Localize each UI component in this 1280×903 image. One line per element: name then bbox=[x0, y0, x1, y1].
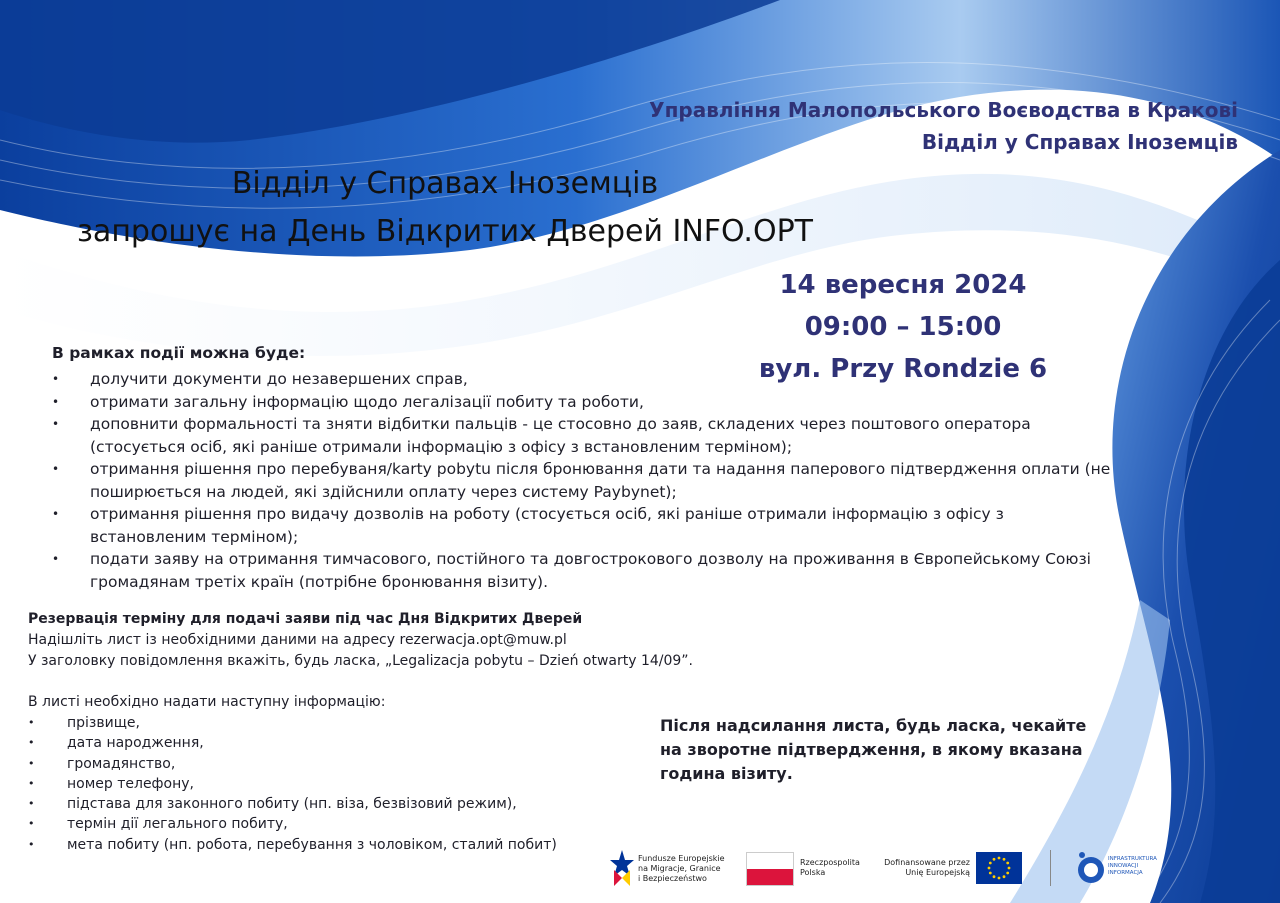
list-item: • номер телефону, bbox=[28, 774, 557, 794]
activities-intro: В рамках події можна буде: bbox=[52, 344, 306, 362]
list-item: • отримати загальну інформацію щодо легалізації побиту та роботи, bbox=[52, 391, 1122, 414]
eu-flag-icon bbox=[976, 852, 1022, 884]
list-item: • дата народження, bbox=[28, 733, 557, 753]
list-item: • долучити документи до незавершених справ, bbox=[52, 368, 1122, 391]
list-item: • мета побиту (нп. робота, перебування з чоловіком, сталий побит) bbox=[28, 835, 557, 855]
title-line1: Відділ у Справах Іноземців bbox=[231, 166, 659, 201]
header-line2: Відділ у Справах Іноземців bbox=[921, 130, 1238, 154]
funds-line2: na Migracje, Granice bbox=[638, 864, 721, 873]
infrastructure-logo-icon bbox=[1076, 850, 1106, 886]
logo-divider bbox=[1050, 850, 1051, 886]
funds-line1: Fundusze Europejskie bbox=[638, 854, 725, 863]
list-item: • громадянство, bbox=[28, 754, 557, 774]
list-item: • прізвище, bbox=[28, 713, 557, 733]
info-intro: В листі необхідно надати наступну інформацію: bbox=[28, 694, 386, 710]
list-item: • термін дії легального побиту, bbox=[28, 814, 557, 834]
rp-line1: Rzeczpospolita bbox=[800, 858, 860, 867]
eu-line1: Dofinansowane przez bbox=[884, 858, 970, 867]
ik-line3: INFORMACJA bbox=[1108, 870, 1143, 876]
reservation-heading: Резервація терміну для подачі заяви під час Дня Відкритих Дверей bbox=[28, 611, 583, 627]
event-time: 09:00 – 15:00 bbox=[804, 312, 1002, 342]
list-item: • підстава для законного побиту (нп. віза, безвізовий режим), bbox=[28, 794, 557, 814]
info-list bbox=[28, 713, 557, 855]
funds-line3: i Bezpieczeństwo bbox=[638, 874, 707, 883]
poland-flag-icon bbox=[746, 852, 794, 886]
ik-line1: INFRASTRUKTURA bbox=[1108, 856, 1157, 862]
list-item: • отримання рішення про видачу дозволів на роботу (стосується осіб, які раніше отримали інформацію з офісу з встановленим терміном); bbox=[52, 503, 1122, 548]
reservation-email-line: Надішліть лист із необхідними даними на адресу rezerwacja.opt@muw.pl bbox=[28, 632, 567, 648]
list-item: • подати заяву на отримання тимчасового, постійного та довгострокового дозволу на проживання в Європейському Союзі громадянам третіх країн (потрібне бронювання візиту). bbox=[52, 548, 1122, 593]
list-item: • отримання рішення про перебуваня/karty pobytu після бронювання дати та надання паперового підтвердження оплати (не поширюється на людей, які здійснили оплату через систему Paybynet); bbox=[52, 458, 1122, 503]
activities-list bbox=[52, 368, 1122, 593]
list-item: • доповнити формальності та зняти відбитки пальців - це стосовно до заяв, складених через поштового оператора (стосується осіб, які раніше отримали інформацію з офісу з встановленим терміном); bbox=[52, 413, 1122, 458]
event-date: 14 вересня 2024 bbox=[779, 270, 1027, 300]
header-line1: Управління Малопольського Воєводства в Кракові bbox=[649, 98, 1238, 122]
rp-line2: Polska bbox=[800, 868, 826, 877]
title-line2: запрошує на День Відкритих Дверей INFO.OPT bbox=[76, 214, 813, 249]
reservation-subject-line: У заголовку повідомлення вкажіть, будь ласка, „Legalizacja pobytu – Dzień otwarty 14/09”. bbox=[28, 653, 694, 669]
after-sending-note: Після надсилання листа, будь ласка, чекайте на зворотне підтвердження, в якому вказана година візиту. bbox=[660, 716, 1087, 783]
ik-line2: INNOWACJI bbox=[1108, 863, 1139, 869]
funds-logo-icon bbox=[610, 848, 634, 886]
logo-strip bbox=[610, 846, 1170, 890]
eu-line2: Unię Europejską bbox=[905, 868, 970, 877]
event-address: вул. Przy Rondzie 6 bbox=[758, 354, 1048, 384]
